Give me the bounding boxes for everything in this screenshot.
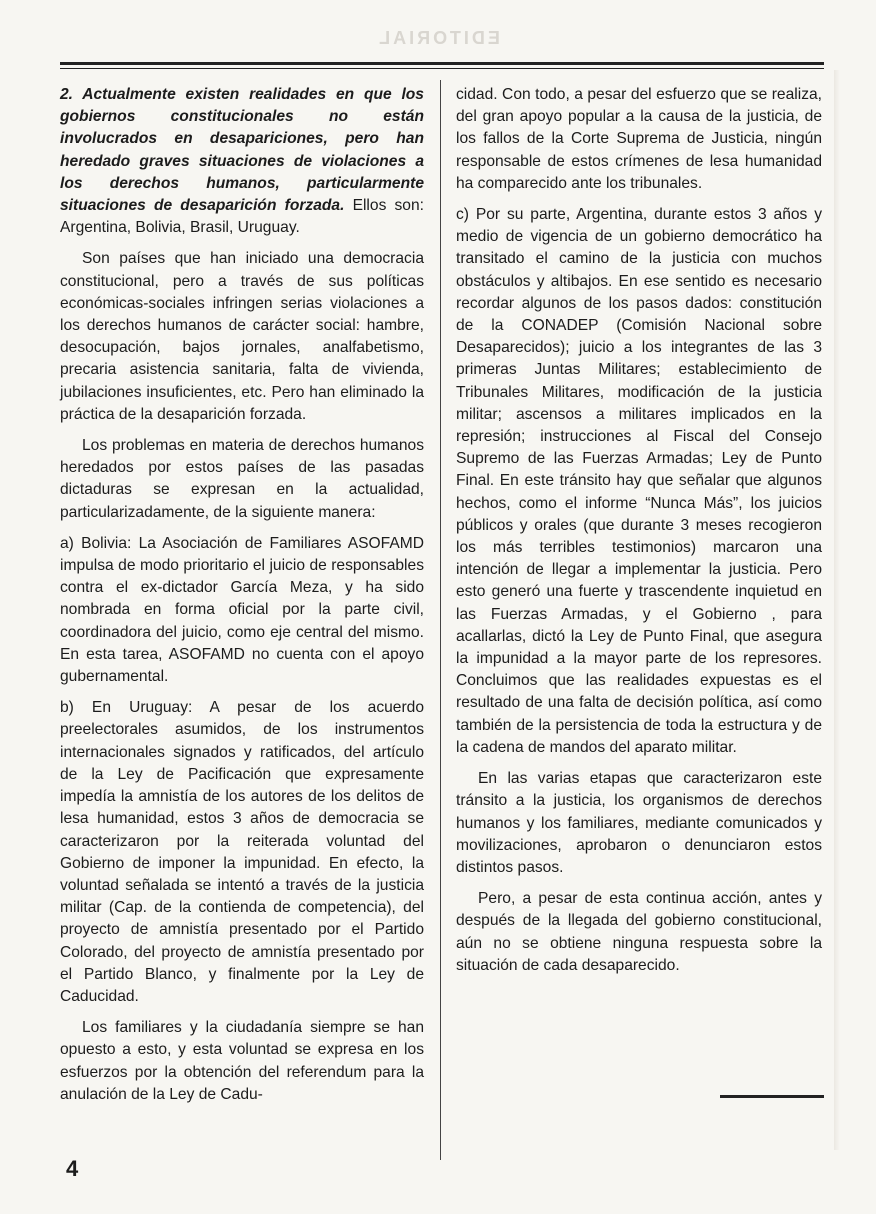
paragraph-familiares: Los familiares y la ciudadanía siempre se han opuesto a esto, y esta voluntad se expresa en los esfuerzos por la obtención del referendum para la anulación de la Ley de Cadu- [60, 1019, 424, 1103]
paragraph-caducidad: cidad. Con todo, a pesar del esfuerzo que se realiza, del gran apoyo popular a la causa de la justicia, de los fallos de la Corte Suprema de Justicia, ningún responsable de estos crímenes de lesa humanidad ha comparecido ante los tribunales. [456, 86, 822, 192]
paragraph-problemas: Los problemas en materia de derechos humanos heredados por estos países de las pasadas dictaduras se expresan en la actualidad, particularizadamente, de la siguiente manera: [60, 437, 424, 521]
intro-lead: 2. Actualmente existen realidades en que los gobiernos constitucionales no están involucrados en desapariciones, pero han heredado graves situaciones de violaciones a los derechos humanos, particularmente situaciones de desaparición forzada. [60, 86, 424, 215]
end-rule [720, 1095, 824, 1098]
top-double-rule [60, 62, 824, 69]
paragraph-uruguay: b) En Uruguay: A pesar de los acuerdo preelectorales asumidos, de los instrumentos internacionales signados y ratificados, del artículo de la Ley de Pacificación que expresamente impedía la amnistía de los autores de los delitos de lesa humanidad, estos 3 años de democracia se caracterizaron por la reiterada voluntad del Gobierno de imponer la impunidad. En efecto, la voluntad señalada se intentó a través de la justicia militar (Cap. de la contienda de competencia), del proyecto de amnistía presentado por el Partido Colorado, del proyecto de amnistía presentado por el Partido Blanco, y finalmente por la Ley de Caducidad. [60, 699, 424, 1005]
right-column [456, 84, 822, 986]
paragraph-bolivia: a) Bolivia: La Asociación de Familiares ASOFAMD impulsa de modo prioritario el juicio de responsables contra el ex-dictador García Meza, y ha sido nombrada en forma oficial por la parte civil, coordinadora del juicio, como eje central del mismo. En esta tarea, ASOFAMD no cuenta con el apoyo gubernamental. [60, 534, 424, 686]
scan-edge-shadow [834, 70, 840, 1150]
bleed-through-header: EDITORIAL [376, 28, 500, 48]
intro-rest: Ellos son: Argentina, Bolivia, Brasil, Uruguay. [60, 197, 424, 237]
left-column [60, 84, 424, 1115]
paragraph-argentina: c) Por su parte, Argentina, durante estos 3 años y medio de vigencia de un gobierno democrático ha transitado el camino de la justicia con muchos obstáculos y altibajos. En ese sentido es necesario recordar algunos de los pasos dados: constitución de la CONADEP (Comisión Nacional sobre Desaparecidos); juicio a los integrantes de las 3 primeras Juntas Militares; establecimiento de Tribunales Militares, modificación de la justicia militar; ascensos a militares implicados en la represión; instrucciones al Fiscal del Consejo Supremo de las Fuerzas Armadas; Ley de Punto Final. En este tránsito hay que señalar que algunos hechos, como el informe “Nunca Más”, los juicios públicos y orales (que durante 3 meses recogieron los más terribles testimonios) marcaron una intención de llegar a implementar la justicia. Pero esto generó una fuerte y trascendente inquietud en las Fuerzas Armadas, y el Gobierno , para acallarlas, dictó la Ley de Punto Final, que asegura la impunidad a la mayor parte de los represores. Concluimos que las realidades expuestas es el resultado de una falta de decisión política, así como también de la persistencia de toda la estructura y de la cadena de mandos del aparato militar. [456, 206, 822, 756]
paragraph-etapas: En las varias etapas que caracterizaron este tránsito a la justicia, los organismos de derechos humanos y los familiares, mediante comunicados y movilizaciones, aprobaron o denunciaron estos distintos pasos. [456, 770, 822, 876]
paragraph-democracias: Son países que han iniciado una democracia constitucional, pero a través de sus políticas económicas-sociales infringen serias violaciones a los derechos humanos de carácter social: hambre, desocupación, bajos jornales, analfabetismo, precaria asistencia sanitaria, falta de vivienda, jubilaciones insuficientes, etc. Pero han eliminado la práctica de la desaparición forzada. [60, 250, 424, 423]
page-number: 4 [66, 1156, 79, 1181]
paragraph-conclusion: Pero, a pesar de esta continua acción, antes y después de la llegada del gobierno constitucional, aún no se obtiene ninguna respuesta sobre la situación de cada desaparecido. [456, 890, 822, 974]
paragraph-intro [60, 84, 424, 239]
column-divider [440, 80, 441, 1160]
